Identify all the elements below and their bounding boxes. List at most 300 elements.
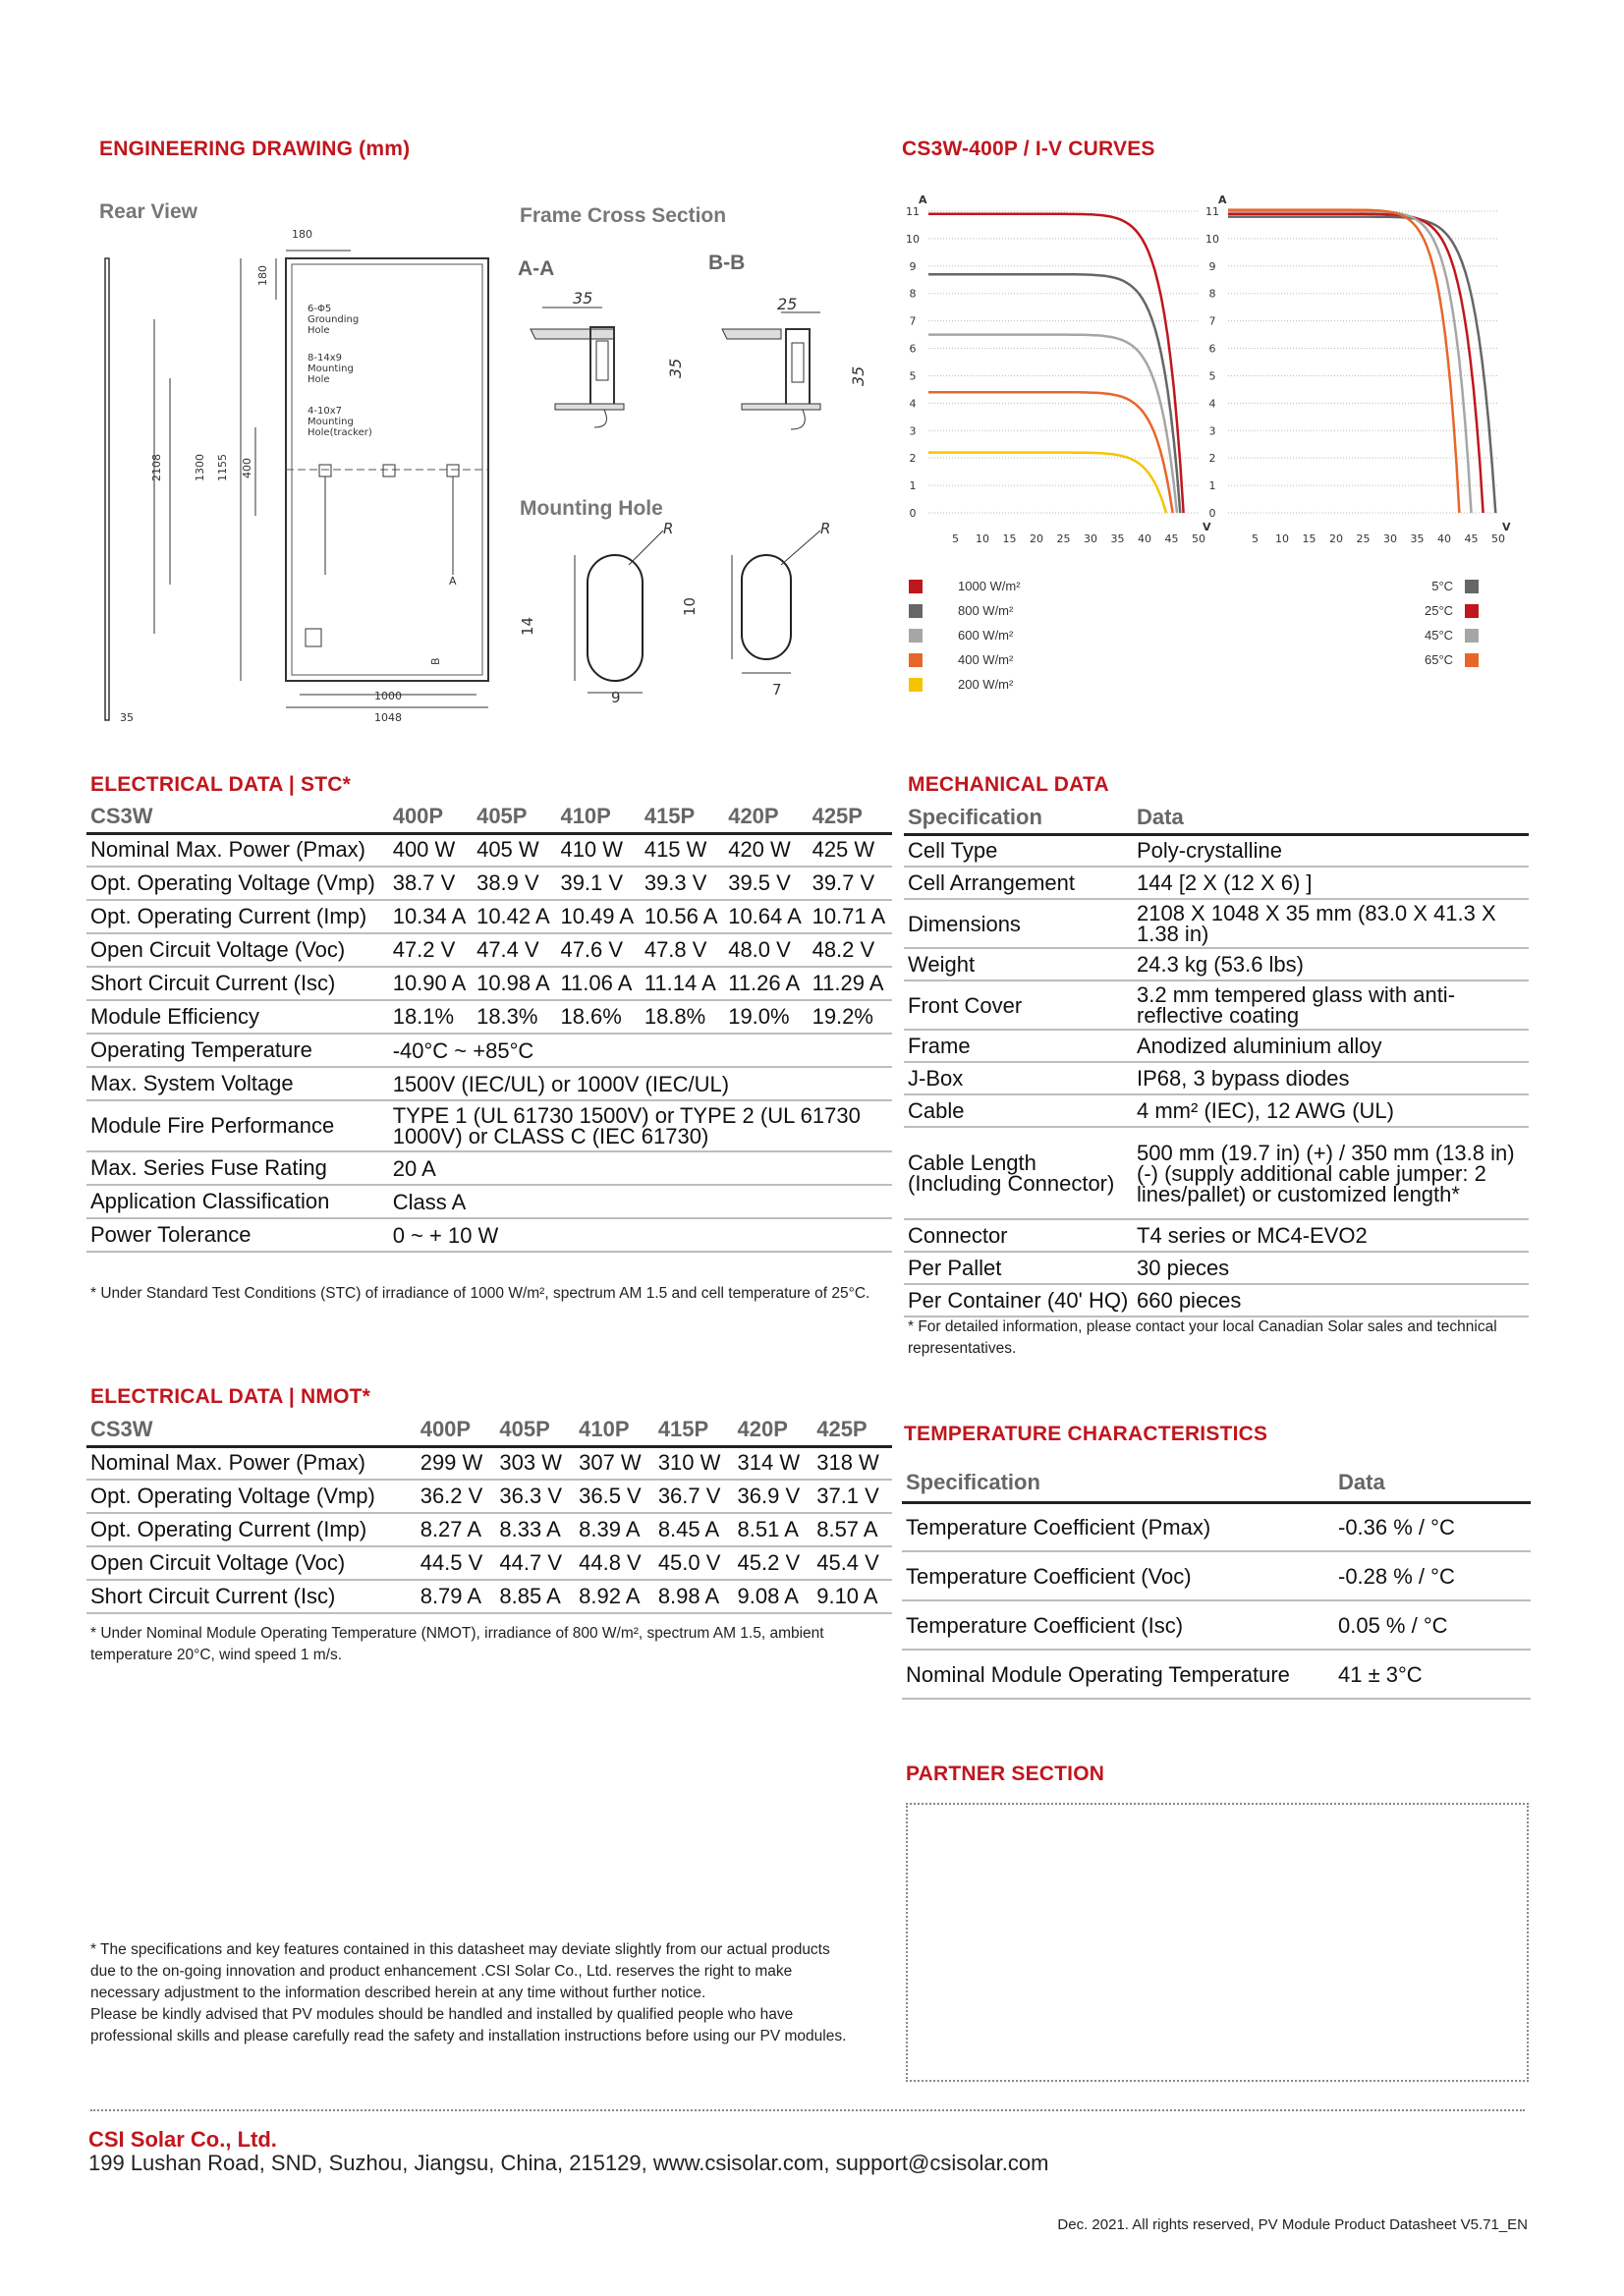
legend-swatch	[909, 653, 923, 667]
row-label: Nominal Module Operating Temperature	[906, 1661, 1290, 1687]
row-label: J-Box	[908, 1066, 964, 1091]
cell-value: 36.9 V	[737, 1484, 801, 1508]
table-row	[904, 1030, 1529, 1062]
cell-value: 303 W	[499, 1450, 562, 1476]
table-row	[904, 1094, 1529, 1127]
dim-marker-b: B	[429, 657, 442, 665]
disclaimer	[90, 1939, 857, 2047]
row-label: Connector	[908, 1223, 1008, 1248]
callout-3c: Hole(tracker)	[308, 427, 372, 438]
dim-2108: 2108	[150, 454, 163, 481]
legend-label: 600 W/m²	[958, 628, 1014, 644]
row-label: Weight	[908, 952, 976, 977]
cell-value: 4 mm² (IEC), 12 AWG (UL)	[1137, 1098, 1394, 1123]
x-tick-label: 5	[952, 532, 959, 545]
y-tick-label: 4	[909, 397, 917, 411]
table-row	[86, 1151, 892, 1185]
table-row	[86, 1185, 892, 1218]
irradiance-legend	[909, 578, 1021, 700]
header-model: CS3W	[90, 804, 153, 829]
x-tick-label: 15	[1302, 532, 1316, 545]
cell-value: 18.6%	[560, 1004, 622, 1029]
dim-400: 400	[241, 458, 253, 478]
cell-value: 30 pieces	[1137, 1256, 1230, 1280]
header-405P: 405P	[476, 804, 528, 829]
cell-value: 10.34 A	[392, 904, 467, 928]
cell-value: -0.28 % / °C	[1338, 1563, 1455, 1589]
cell-value: 10.90 A	[392, 971, 467, 995]
y-tick-label: 8	[909, 287, 917, 301]
footer-copyright: Dec. 2021. All rights reserved, PV Module Product Datasheet V5.71_EN	[1057, 2216, 1528, 2233]
row-label: Module Efficiency	[90, 1004, 260, 1029]
table-header	[86, 802, 892, 833]
legend-swatch	[1465, 604, 1479, 618]
cell-value: 299 W	[420, 1450, 483, 1476]
cell-value: 47.2 V	[392, 937, 456, 962]
header-405P: 405P	[499, 1417, 550, 1442]
cell-value: 36.5 V	[579, 1484, 642, 1508]
dim-mh-r1: R	[663, 520, 674, 537]
header-420P: 420P	[737, 1417, 788, 1442]
cell-value: 37.1 V	[816, 1484, 879, 1508]
cell-value: 500 mm (19.7 in) (+) / 350 mm (13.8 in) (-) (supply additional cable jumper: 2 lines/pallet) or customized length*	[1137, 1140, 1515, 1206]
table-row	[904, 1219, 1529, 1252]
dim-180-top: 180	[292, 228, 312, 241]
nmot-table	[86, 1415, 892, 1614]
table-row	[86, 967, 892, 1000]
row-label: Cell Arrangement	[908, 870, 1075, 895]
x-tick-label: 45	[1464, 532, 1479, 545]
mounting-hole-14x9	[588, 555, 643, 681]
cell-value: 10.64 A	[728, 904, 802, 928]
cell-value: 39.5 V	[728, 870, 791, 895]
y-tick-label: 10	[906, 232, 920, 246]
dim-mh-7: 7	[772, 681, 782, 699]
series-line-irradiance	[928, 274, 1180, 513]
cell-value: 47.6 V	[560, 937, 624, 962]
y-axis-unit: A	[919, 194, 927, 206]
cell-value: 9.08 A	[737, 1584, 799, 1608]
row-label: Opt. Operating Current (Imp)	[90, 1517, 367, 1541]
legend-entry	[909, 651, 1021, 676]
table-row	[904, 867, 1529, 899]
row-label: Max. Series Fuse Rating	[90, 1155, 327, 1180]
cell-value: 318 W	[816, 1450, 879, 1476]
cell-value: TYPE 1 (UL 61730 1500V) or TYPE 2 (UL 61730 1000V) or CLASS C (IEC 61730)	[392, 1103, 861, 1148]
cell-value: 1500V (IEC/UL) or 1000V (IEC/UL)	[392, 1071, 730, 1096]
y-tick-label: 7	[1208, 314, 1216, 328]
temperature-title: TEMPERATURE CHARACTERISTICS	[904, 1423, 1268, 1445]
x-tick-label: 35	[1410, 532, 1425, 545]
y-tick-label: 7	[909, 314, 917, 328]
x-tick-label: 50	[1192, 532, 1205, 545]
mounting-hole-10x7	[742, 555, 791, 659]
engineering-drawing-title: ENGINEERING DRAWING (mm)	[99, 138, 411, 160]
cell-value: 24.3 kg (53.6 lbs)	[1137, 952, 1304, 977]
cell-value: 11.29 A	[812, 971, 884, 995]
x-tick-label: 20	[1030, 532, 1043, 545]
table-header	[902, 1464, 1531, 1502]
row-label: Per Container (40' HQ)	[908, 1288, 1129, 1313]
dim-35: 35	[120, 711, 134, 724]
dim-1048: 1048	[374, 711, 402, 724]
dim-bb-35v: 35	[849, 365, 868, 386]
header-data: Data	[1137, 804, 1184, 829]
cell-value: Class A	[392, 1189, 467, 1214]
cell-value: 39.7 V	[812, 870, 875, 895]
cell-value: 36.2 V	[420, 1484, 483, 1508]
cell-value: 8.45 A	[657, 1517, 720, 1541]
series-line-irradiance	[928, 335, 1177, 513]
y-tick-label: 2	[1208, 452, 1216, 466]
cell-value: 9.10 A	[816, 1584, 878, 1608]
cell-value: 19.2%	[812, 1004, 873, 1029]
cell-value: Poly-crystalline	[1137, 838, 1282, 864]
cell-value: Anodized aluminium alloy	[1137, 1034, 1382, 1058]
cell-value: 8.39 A	[579, 1517, 641, 1541]
legend-label: 65°C	[1425, 652, 1454, 668]
row-label: Opt. Operating Voltage (Vmp)	[90, 870, 375, 895]
x-axis-unit: V	[1203, 521, 1211, 533]
cell-value: 36.7 V	[657, 1484, 721, 1508]
row-label: Application Classification	[90, 1189, 330, 1213]
frame-cross-label: Frame Cross Section	[520, 204, 727, 227]
cell-value: 18.3%	[476, 1004, 538, 1029]
y-tick-label: 6	[1208, 342, 1216, 356]
x-tick-label: 45	[1164, 532, 1179, 545]
header-420P: 420P	[728, 804, 779, 829]
y-tick-label: 1	[1208, 479, 1216, 493]
cell-value: 660 pieces	[1137, 1288, 1242, 1313]
disclaimer-p2: Please be kindly advised that PV modules should be handled and installed by qualified people who have professional skills and please carefully read the safety and installation instructions before using our PV modules.	[90, 2006, 847, 2044]
table-row	[86, 1513, 892, 1546]
temperature-legend	[1425, 578, 1479, 676]
cell-value: 47.4 V	[476, 937, 539, 962]
series-line-temperature	[1228, 214, 1484, 513]
cell-value: 310 W	[657, 1450, 721, 1476]
label-box	[306, 629, 321, 646]
table-row	[904, 1062, 1529, 1094]
rear-view-label: Rear View	[99, 200, 198, 223]
header-400P: 400P	[392, 804, 444, 829]
row-label: Cable Length (Including Connector)	[908, 1150, 1115, 1196]
y-tick-label: 0	[1208, 507, 1216, 520]
table-row	[904, 899, 1529, 948]
row-label: Opt. Operating Current (Imp)	[90, 904, 367, 928]
dim-mh-9: 9	[611, 689, 621, 706]
stc-table	[86, 802, 892, 1253]
footer-address: 199 Lushan Road, SND, Suzhou, Jiangsu, China, 215129, www.csisolar.com, support@csisolar.com	[88, 2151, 1049, 2175]
cell-value: 8.33 A	[499, 1517, 561, 1541]
legend-label: 200 W/m²	[958, 677, 1014, 693]
cell-value: 0.05 % / °C	[1338, 1612, 1448, 1638]
cell-value: 44.5 V	[420, 1550, 483, 1575]
row-label: Power Tolerance	[90, 1222, 252, 1247]
engineering-drawing	[93, 221, 899, 732]
cell-value: 8.79 A	[420, 1584, 482, 1608]
row-label: Opt. Operating Voltage (Vmp)	[90, 1484, 375, 1508]
side-profile	[105, 258, 109, 720]
cell-value: 10.71 A	[812, 904, 886, 928]
cell-value: 10.42 A	[476, 904, 550, 928]
cell-value: -40°C ~ +85°C	[392, 1037, 534, 1063]
section-aa-label: A-A	[518, 257, 555, 280]
header-specification: Specification	[908, 804, 1042, 829]
legend-label: 5°C	[1431, 579, 1454, 594]
y-tick-label: 11	[906, 205, 920, 218]
dim-1155: 1155	[216, 454, 229, 481]
legend-entry	[1425, 602, 1479, 627]
cell-value: 144 [2 X (12 X 6) ]	[1137, 870, 1313, 895]
cell-value: 8.85 A	[499, 1584, 561, 1608]
header-415P: 415P	[657, 1417, 709, 1442]
cell-value: 8.27 A	[420, 1517, 482, 1541]
cell-value: 420 W	[728, 837, 791, 863]
y-tick-label: 10	[1205, 232, 1219, 246]
cell-value: 45.2 V	[737, 1550, 801, 1575]
table-header	[904, 802, 1529, 834]
table-row	[902, 1551, 1531, 1600]
cell-value: 10.98 A	[476, 971, 550, 995]
cell-value: 48.2 V	[812, 937, 875, 962]
cell-value: 45.0 V	[657, 1550, 721, 1575]
cell-value: 38.9 V	[476, 870, 539, 895]
table-row	[86, 1000, 892, 1034]
table-row	[86, 1034, 892, 1067]
row-label: Operating Temperature	[90, 1037, 312, 1062]
dim-mh-14: 14	[519, 616, 536, 636]
y-tick-label: 5	[909, 369, 917, 383]
cell-value: 400 W	[392, 837, 456, 863]
table-row	[904, 980, 1529, 1030]
row-label: Dimensions	[908, 911, 1021, 936]
x-tick-label: 35	[1110, 532, 1125, 545]
x-tick-label: 30	[1084, 532, 1097, 545]
callout-2b: Mounting	[308, 364, 354, 374]
header-410P: 410P	[560, 804, 611, 829]
profile-aa	[531, 308, 624, 427]
y-tick-label: 3	[909, 424, 917, 438]
series-line-temperature	[1228, 211, 1472, 513]
header-425P: 425P	[816, 1417, 868, 1442]
callout-1c: Hole	[308, 325, 330, 336]
table-row	[86, 1546, 892, 1580]
table-row	[86, 1100, 892, 1151]
table-row	[86, 833, 892, 867]
cell-value: 0 ~ + 10 W	[392, 1222, 499, 1248]
callout-3b: Mounting	[308, 417, 354, 427]
x-tick-label: 10	[976, 532, 989, 545]
cell-value: 20 A	[392, 1155, 436, 1181]
header-model: CS3W	[90, 1417, 153, 1442]
row-label: Short Circuit Current (Isc)	[90, 971, 336, 995]
row-label: Nominal Max. Power (Pmax)	[90, 837, 365, 863]
row-label: Temperature Coefficient (Isc)	[906, 1612, 1184, 1638]
legend-label: 1000 W/m²	[958, 579, 1021, 594]
dim-mh-10: 10	[681, 596, 699, 616]
x-tick-label: 5	[1252, 532, 1259, 545]
profile-bb	[722, 312, 820, 429]
y-tick-label: 2	[909, 452, 917, 466]
footer-divider	[90, 2109, 1525, 2111]
y-tick-label: 8	[1208, 287, 1216, 301]
table-row	[86, 1580, 892, 1613]
table-row	[904, 1252, 1529, 1284]
table-row	[86, 1480, 892, 1513]
dim-marker-a: A	[449, 575, 457, 588]
cell-value: 44.8 V	[579, 1550, 642, 1575]
row-label: Open Circuit Voltage (Voc)	[90, 1550, 346, 1575]
callout-1b: Grounding	[308, 314, 360, 325]
cell-value: 38.7 V	[392, 870, 456, 895]
y-tick-label: 4	[1208, 397, 1216, 411]
mechanical-title: MECHANICAL DATA	[908, 773, 1109, 796]
x-tick-label: 40	[1437, 532, 1451, 545]
cell-value: 39.1 V	[560, 870, 624, 895]
y-tick-label: 3	[1208, 424, 1216, 438]
mounting-hole-label: Mounting Hole	[520, 497, 663, 520]
y-tick-label: 11	[1205, 205, 1219, 218]
cell-value: 8.92 A	[579, 1584, 641, 1608]
iv-curves-title: CS3W-400P / I-V CURVES	[902, 138, 1155, 160]
y-tick-label: 6	[909, 342, 917, 356]
cell-value: 39.3 V	[644, 870, 707, 895]
row-label: Temperature Coefficient (Voc)	[906, 1563, 1192, 1589]
row-label: Module Fire Performance	[90, 1113, 335, 1138]
cell-value: 415 W	[644, 837, 707, 863]
callout-2a: 8-14x9	[308, 353, 342, 364]
legend-swatch	[909, 678, 923, 692]
legend-entry	[909, 578, 1021, 602]
x-tick-label: 25	[1356, 532, 1371, 545]
cell-value: 410 W	[560, 837, 624, 863]
legend-swatch	[1465, 580, 1479, 593]
cell-value: 41 ± 3°C	[1338, 1661, 1423, 1687]
x-tick-label: 25	[1056, 532, 1071, 545]
table-row	[902, 1600, 1531, 1650]
dim-1300: 1300	[194, 454, 206, 481]
header-400P: 400P	[420, 1417, 472, 1442]
y-tick-label: 9	[1208, 259, 1216, 273]
callout-3a: 4-10x7	[308, 406, 342, 417]
cell-value: 36.3 V	[499, 1484, 563, 1508]
row-label: Frame	[908, 1034, 971, 1058]
cell-value: 10.49 A	[560, 904, 635, 928]
legend-entry	[1425, 578, 1479, 602]
cell-value: 307 W	[579, 1450, 642, 1476]
header-specification: Specification	[906, 1469, 1040, 1494]
table-row	[86, 900, 892, 933]
legend-entry	[909, 627, 1021, 651]
dim-mh-r2: R	[820, 520, 831, 537]
row-label: Per Pallet	[908, 1256, 1002, 1280]
header-415P: 415P	[644, 804, 696, 829]
cell-value: 19.0%	[728, 1004, 790, 1029]
cell-value: 8.57 A	[816, 1517, 878, 1541]
legend-swatch	[909, 580, 923, 593]
mechanical-note: * For detailed information, please contact your local Canadian Solar sales and technical representatives.	[908, 1318, 1497, 1357]
section-bb-label: B-B	[708, 252, 746, 274]
temperature-table	[902, 1464, 1531, 1700]
legend-label: 45°C	[1425, 628, 1454, 644]
iv-charts	[899, 182, 1538, 545]
legend-entry	[1425, 627, 1479, 651]
legend-entry	[1425, 651, 1479, 676]
dim-bb-25: 25	[777, 295, 798, 313]
cell-value: 47.8 V	[644, 937, 707, 962]
y-axis-unit: A	[1218, 194, 1227, 206]
cell-value: 44.7 V	[499, 1550, 563, 1575]
x-tick-label: 20	[1329, 532, 1343, 545]
table-row	[904, 834, 1529, 867]
cell-value: 18.1%	[392, 1004, 455, 1029]
cell-value: 8.51 A	[737, 1517, 799, 1541]
cell-value: 8.98 A	[657, 1584, 720, 1608]
legend-swatch	[1465, 629, 1479, 643]
table-row	[902, 1502, 1531, 1551]
cell-value: 48.0 V	[728, 937, 791, 962]
stc-note: * Under Standard Test Conditions (STC) of irradiance of 1000 W/m², spectrum AM 1.5 and cell temperature of 25°C.	[90, 1285, 870, 1302]
nmot-title: ELECTRICAL DATA | NMOT*	[90, 1385, 371, 1408]
x-tick-label: 30	[1383, 532, 1397, 545]
partner-title: PARTNER SECTION	[906, 1763, 1105, 1785]
jbox-left	[319, 465, 331, 476]
table-row	[86, 1446, 892, 1480]
row-label: Temperature Coefficient (Pmax)	[906, 1514, 1211, 1540]
x-tick-label: 50	[1491, 532, 1505, 545]
y-tick-label: 0	[909, 507, 917, 520]
header-410P: 410P	[579, 1417, 630, 1442]
table-row	[904, 1127, 1529, 1219]
cell-value: 45.4 V	[816, 1550, 879, 1575]
cell-value: 2108 X 1048 X 35 mm (83.0 X 41.3 X 1.38 in)	[1137, 901, 1496, 946]
table-row	[86, 1218, 892, 1252]
dim-aa-35v: 35	[666, 358, 685, 378]
series-line-temperature	[1228, 217, 1495, 513]
jbox-center	[383, 465, 395, 476]
series-line-irradiance	[928, 453, 1166, 513]
legend-entry	[909, 676, 1021, 700]
nmot-note: * Under Nominal Module Operating Temperature (NMOT), irradiance of 800 W/m², spectrum AM 1.5, ambient temperature 20°C, wind speed 1 m/s.	[90, 1625, 824, 1663]
table-row	[86, 867, 892, 900]
table-row	[86, 1067, 892, 1100]
y-tick-label: 9	[909, 259, 917, 273]
cell-value: -0.36 % / °C	[1338, 1514, 1455, 1540]
x-tick-label: 40	[1138, 532, 1151, 545]
x-tick-label: 10	[1275, 532, 1289, 545]
legend-entry	[909, 602, 1021, 627]
x-axis-unit: V	[1502, 521, 1511, 533]
row-label: Max. System Voltage	[90, 1071, 294, 1095]
table-row	[86, 933, 892, 967]
stc-title: ELECTRICAL DATA | STC*	[90, 773, 351, 796]
legend-swatch	[1465, 653, 1479, 667]
cell-value: 11.06 A	[560, 971, 633, 995]
row-label: Cell Type	[908, 838, 998, 864]
disclaimer-p1: * The specifications and key features contained in this datasheet may deviate slightly from our actual products due to the on-going innovation and product enhancement .CSI Solar Co., Ltd. reserves the right to make necessary adjustment to the information described herein at any time without further notice.	[90, 1941, 830, 2001]
cell-value: T4 series or MC4-EVO2	[1137, 1223, 1368, 1248]
table-header	[86, 1415, 892, 1446]
jbox-right	[447, 465, 459, 476]
header-data: Data	[1338, 1469, 1385, 1494]
row-label: Nominal Max. Power (Pmax)	[90, 1450, 365, 1476]
row-label: Front Cover	[908, 992, 1023, 1018]
footer-company: CSI Solar Co., Ltd.	[88, 2127, 277, 2152]
table-row	[904, 948, 1529, 980]
partner-box	[906, 1803, 1529, 2082]
cell-value: IP68, 3 bypass diodes	[1137, 1066, 1350, 1091]
legend-label: 800 W/m²	[958, 603, 1014, 619]
